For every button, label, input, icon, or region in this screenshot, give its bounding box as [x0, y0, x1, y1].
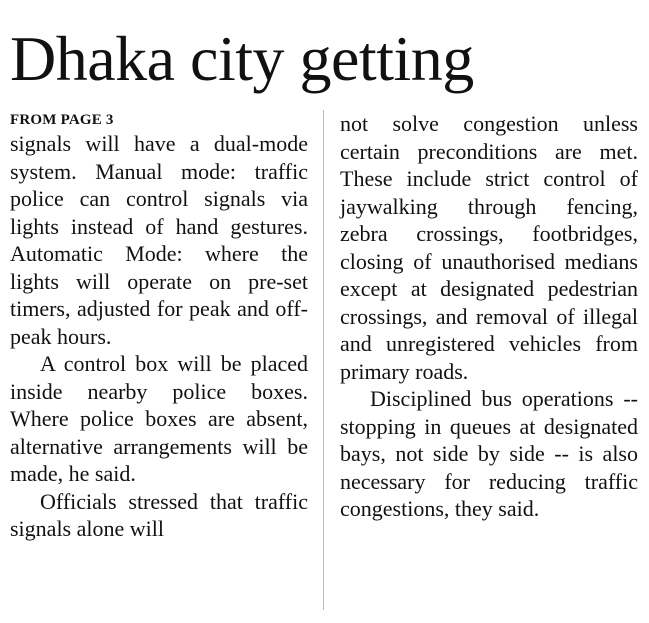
paragraph-preconditions: not solve congestion unless certain preconditions are met. These include strict control of jaywalking through fencing, zebra crossings, footbridges, closing of unauthorised medians except at designated pedestrian crossings, and removal of illegal and unregistered vehicles from primary roads.: [340, 111, 638, 384]
kicker-from-page: FROM PAGE 3: [10, 112, 114, 128]
column-divider: [323, 110, 324, 610]
article-column-left: [10, 110, 308, 543]
paragraph-bus-operations: Disciplined bus operations -- stopping in queues at designated bays, not side by side -- is also necessary for reducing traffic congestions, they said.: [340, 386, 638, 521]
paragraph-signals-modes: signals will have a dual-mode system. Manual mode: traffic police can control signals via lights instead of hand gestures. Automatic Mode: where the lights will operate on pre-set timers, adjusted for peak and off-peak hours.: [10, 131, 308, 349]
paragraph-control-box: A control box will be placed inside nearby police boxes. Where police boxes are absent, alternative arrangements will be made, he said.: [10, 351, 308, 486]
headline: Dhaka city getting: [10, 23, 474, 94]
paragraph-officials-stressed: Officials stressed that traffic signals alone will: [10, 488, 308, 541]
article-column-right: [340, 110, 638, 523]
